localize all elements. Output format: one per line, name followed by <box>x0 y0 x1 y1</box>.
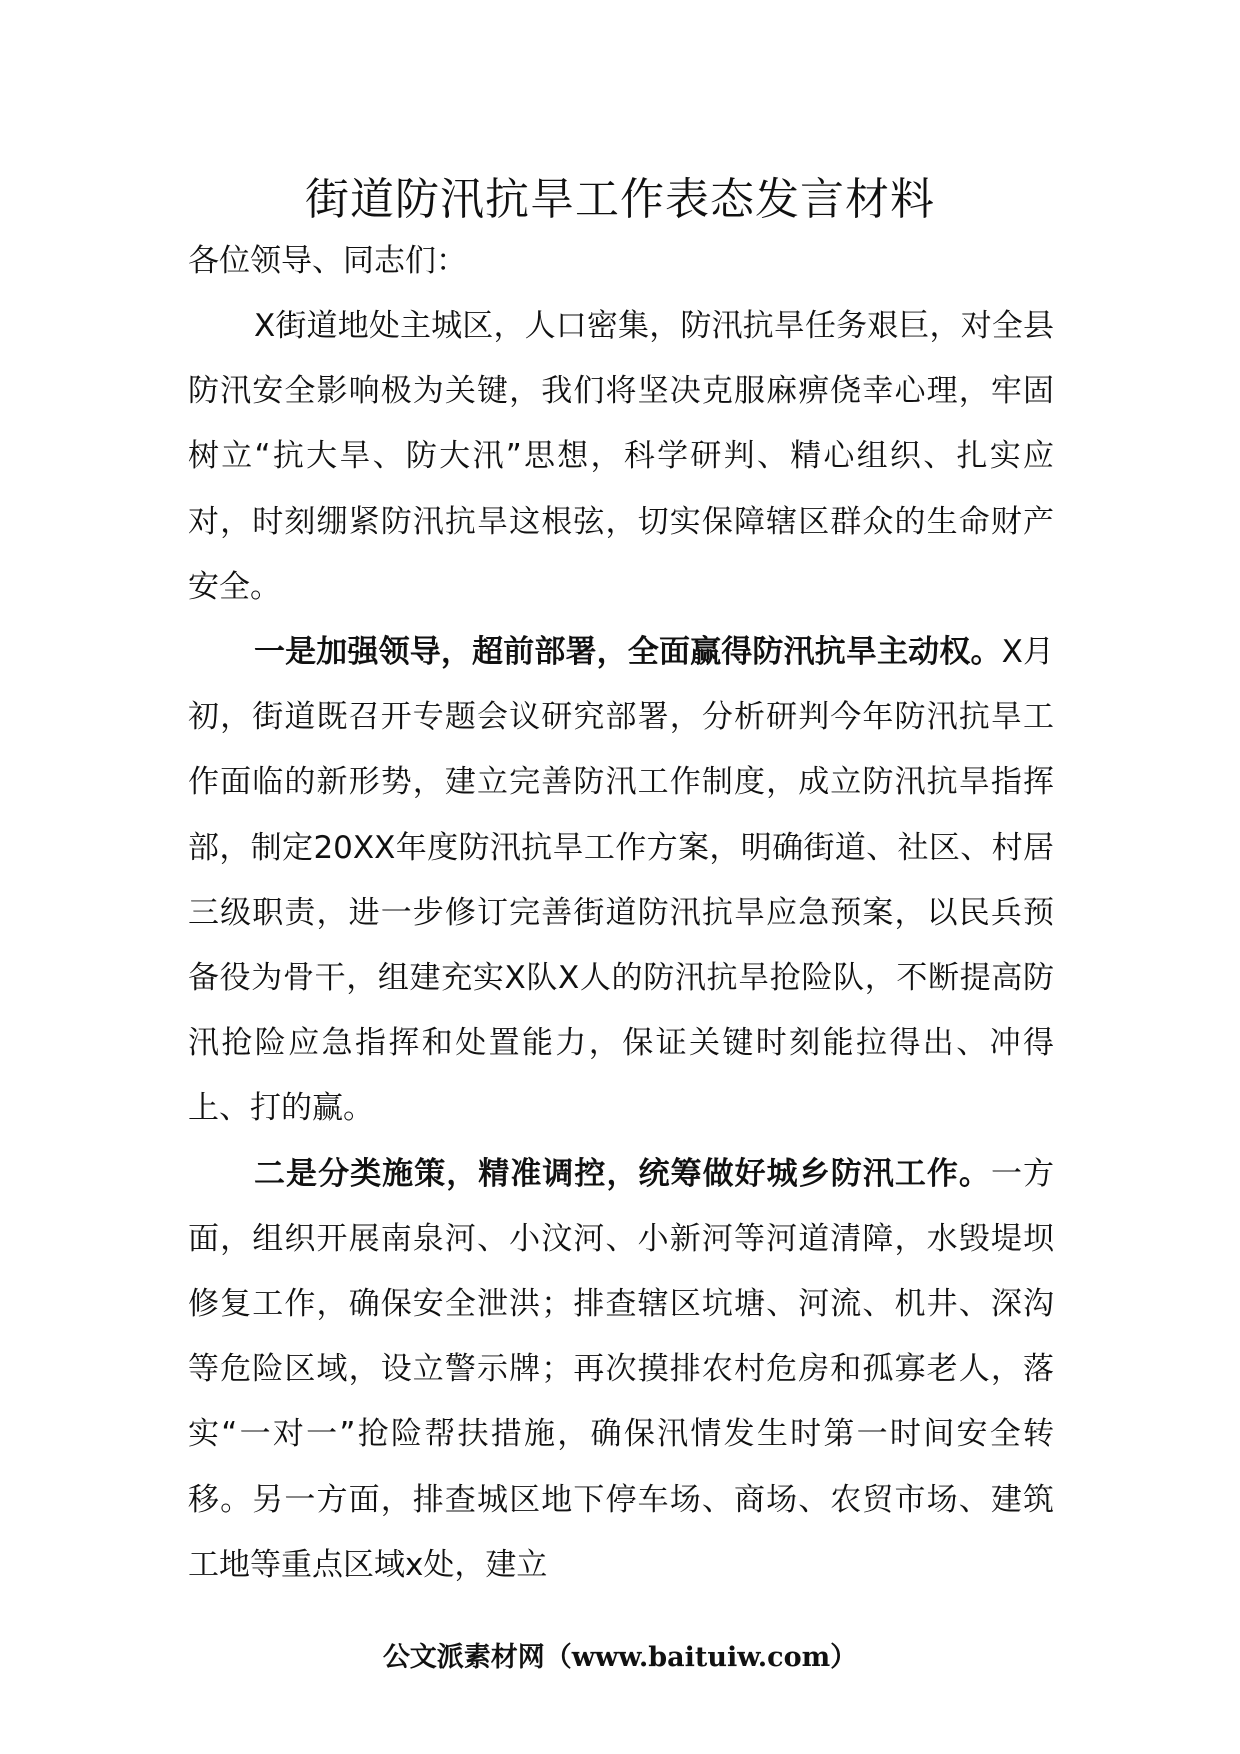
paragraph-text: 一方面，组织开展南泉河、小汶河、小新河等河道清障，水毁堤坝修复工作，确保安全泄洪；排查辖区坑塘、河流、机井、深沟等危险区域，设立警示牌；再次摸排农村危房和孤寡老人，落实“一对一”抢险帮扶措施，确保汛情发生时第一时间安全转移。另一方面，排查城区地下停车场、商场、农贸市场、建筑工地等重点区域x处，建立 <box>188 1155 1055 1583</box>
salutation: 各位领导、同志们： <box>188 243 467 279</box>
paragraph-leadership <box>188 620 1054 1142</box>
paragraph-intro <box>188 294 1054 620</box>
paragraph-text: X月初，街道既召开专题会议研究部署，分析研判今年防汛抗旱工作面临的新形势，建立完善防汛工作制度，成立防汛抗旱指挥部，制定20XX年度防汛抗旱工作方案，明确街道、社区、村居三级职责，进一步修订完善街道防汛抗旱应急预案，以民兵预备役为骨干，组建充实X队X人的防汛抗旱抢险队，不断提高防汛抢险应急指挥和处置能力，保证关键时刻能拉得出、冲得上、打的赢。 <box>188 634 1054 1127</box>
footer-watermark: 公文派素材网（www.baituiw.com） <box>382 1642 858 1673</box>
paragraph-lead: 一是加强领导，超前部署，全面赢得防汛抗旱主动权。 <box>254 634 1002 671</box>
document-title: 街道防汛抗旱工作表态发言材料 <box>305 174 935 225</box>
paragraph-measures <box>188 1142 1054 1598</box>
document-body <box>188 228 1054 1598</box>
paragraph-text: X街道地处主城区，人口密集，防汛抗旱任务艰巨，对全县防汛安全影响极为关键，我们将坚决克服麻痹侥幸心理，牢固树立“抗大旱、防大汛”思想，科学研判、精心组织、扎实应对，时刻绷紧防汛抗旱这根弦，切实保障辖区群众的生命财产安全。 <box>188 308 1054 605</box>
paragraph-lead: 二是分类施策，精准调控，统筹做好城乡防汛工作。 <box>254 1155 991 1192</box>
